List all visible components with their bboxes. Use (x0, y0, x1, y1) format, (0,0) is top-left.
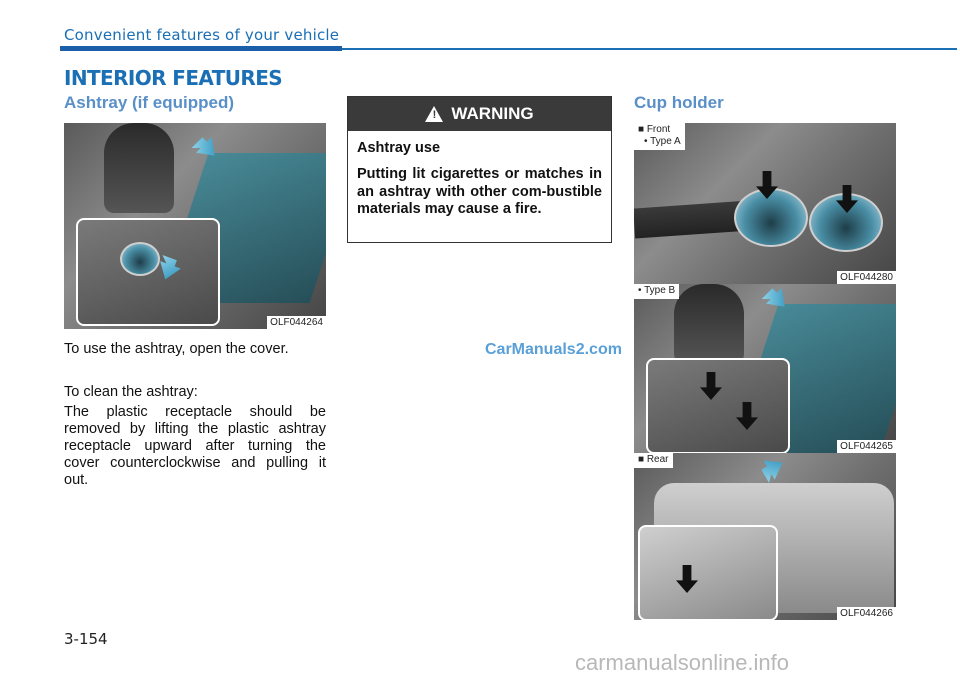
ashtray-para-3: The plastic receptacle should be removed by lifting the plastic ashtray receptacle upward after turning the cover counterclockwise and pulling it out. (64, 404, 326, 488)
figure-code: OLF044265 (837, 440, 896, 453)
ashtray-para-2: To clean the ashtray: (64, 384, 198, 400)
down-arrow-icon (676, 565, 698, 593)
rotate-arrow-icon (758, 453, 788, 483)
cup-holder-photo-rear (634, 453, 896, 620)
ashtray-photo (64, 123, 326, 329)
rear-cup-holder-inset (638, 525, 778, 620)
warning-triangle-icon: ! (425, 106, 443, 122)
warning-box (347, 96, 612, 243)
figure-code: OLF044280 (837, 271, 896, 284)
ashtray-heading: Ashtray (if equipped) (64, 93, 235, 112)
warning-text: Putting lit cigarettes or matches in an ashtray with other com-bustible materials may cause a fire. (357, 166, 602, 217)
figure-tag (634, 123, 685, 150)
page-title: INTERIOR FEATURES (64, 66, 283, 90)
down-arrow-icon (700, 372, 722, 400)
tag-line: ■ Rear (638, 454, 669, 465)
cup-holder-photo-front (634, 123, 896, 284)
watermark-text: carmanualsonline.info (575, 650, 790, 675)
warning-label: WARNING (451, 104, 534, 123)
tag-line: • Type A (644, 136, 681, 147)
cup-holder-left (734, 188, 808, 247)
figure-tag (634, 284, 679, 299)
figure-code: OLF044264 (267, 316, 326, 329)
warning-header (348, 97, 611, 131)
cup-holder-heading: Cup holder (634, 93, 724, 112)
gear-shifter (104, 123, 174, 213)
figure-tag (634, 453, 673, 468)
warning-title: Ashtray use (357, 140, 441, 156)
page-number: 3-154 (64, 630, 108, 648)
cup-holder-photo-type-b (634, 284, 896, 453)
ashtray-receptacle (120, 242, 160, 276)
tag-line: ■ Front (638, 124, 671, 135)
down-arrow-icon (736, 402, 758, 430)
gear-shifter (674, 284, 744, 364)
ashtray-inset (76, 218, 220, 326)
cup-holder-inset (646, 358, 790, 453)
watermark-link[interactable]: CarManuals2.com (485, 341, 622, 358)
tag-line: • Type B (638, 285, 676, 296)
section-label: Convenient features of your vehicle (64, 26, 340, 44)
figure-code: OLF044266 (837, 607, 896, 620)
ashtray-para-1: To use the ashtray, open the cover. (64, 341, 289, 357)
header-rule (60, 46, 342, 51)
header-rule-thin (342, 48, 957, 50)
